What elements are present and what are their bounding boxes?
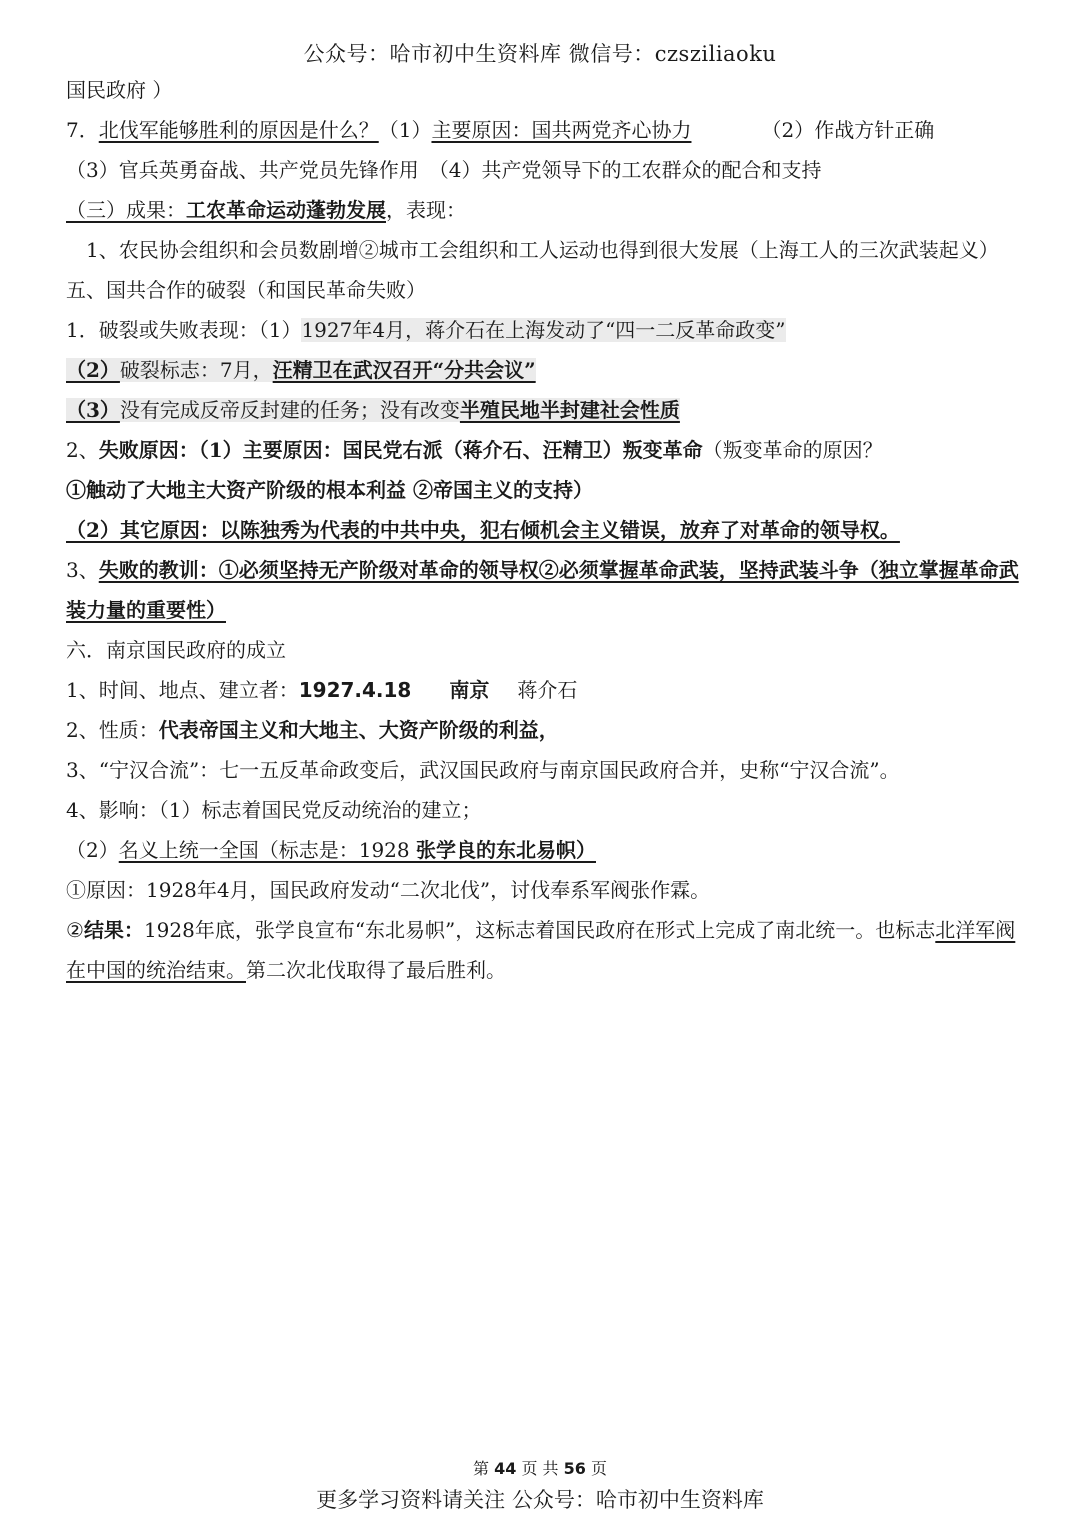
page-footer: 更多学习资料请关注 公众号：哈市初中生资料库 (316, 1488, 764, 1512)
text-line: 2、失败原因：（1）主要原因：国民党右派（蒋介石、汪精卫）叛变革命（叛变革命的原因？ (66, 438, 883, 462)
text-line: 1．破裂或失败表现：（1）1927年4月，蒋介石在上海发动了“四一二反革命政变” (66, 318, 786, 342)
text-line: 国民政府 ） (66, 78, 173, 102)
text-line: ②结果：1928年底，张学良宣布“东北易帜”，这标志着国民政府在形式上完成了南北统一。也标志北洋军阀在中国的统治结束。第二次北伐取得了最后胜利。 (66, 918, 1016, 982)
text-line: 2、性质：代表帝国主义和大地主、大资产阶级的利益， (66, 718, 559, 742)
page-header: 公众号：哈市初中生资料库 微信号：czsziliaoku (303, 42, 777, 66)
text-line: 7．北伐军能够胜利的原因是什么？（1）主要原因：国共两党齐心协力 （2）作战方针正确 (66, 118, 935, 142)
page-number: 第 44 页 共 56 页 (472, 1459, 608, 1478)
text-line: 1、农民协会组织和会员数剧增②城市工会组织和工人运动也得到很大发展（上海工人的三次武装起义） (66, 238, 999, 262)
text-line: （2）其它原因：以陈独秀为代表的中共中央，犯右倾机会主义错误，放弃了对革命的领导权。 (66, 518, 900, 542)
text-line: （3）没有完成反帝反封建的任务；没有改变半殖民地半封建社会性质 (66, 398, 680, 422)
text-line: （2）破裂标志：7月，汪精卫在武汉召开“分共会议” (66, 358, 536, 382)
text-line: 1、时间、地点、建立者：1927.4.18 南京 蒋介石 (66, 678, 578, 702)
text-line: 3、“宁汉合流”：七一五反革命政变后，武汉国民政府与南京国民政府合并，史称“宁汉合流”。 (66, 758, 900, 782)
text-line: ①触动了大地主大资产阶级的根本利益 ②帝国主义的支持） (66, 478, 593, 502)
text-line: （2）名义上统一全国（标志是：1928 张学良的东北易帜） (66, 838, 596, 862)
section-heading: 六．南京国民政府的成立 (66, 638, 286, 662)
text-line: ①原因：1928年4月，国民政府发动“二次北伐”，讨伐奉系军阀张作霖。 (66, 878, 711, 902)
text-line: （三）成果：工农革命运动蓬勃发展，表现： (66, 198, 466, 222)
section-heading: 五、国共合作的破裂（和国民革命失败） (66, 278, 426, 302)
text-line: 3、失败的教训：①必须坚持无产阶级对革命的领导权②必须掌握革命武装，坚持武装斗争（独立掌握革命武装力量的重要性） (66, 558, 1019, 622)
text-line: （3）官兵英勇奋战、共产党员先锋作用 （4）共产党领导下的工农群众的配合和支持 (66, 158, 822, 182)
document-body (66, 70, 1021, 990)
text-line: 4、影响：（1）标志着国民党反动统治的建立； (66, 798, 482, 822)
